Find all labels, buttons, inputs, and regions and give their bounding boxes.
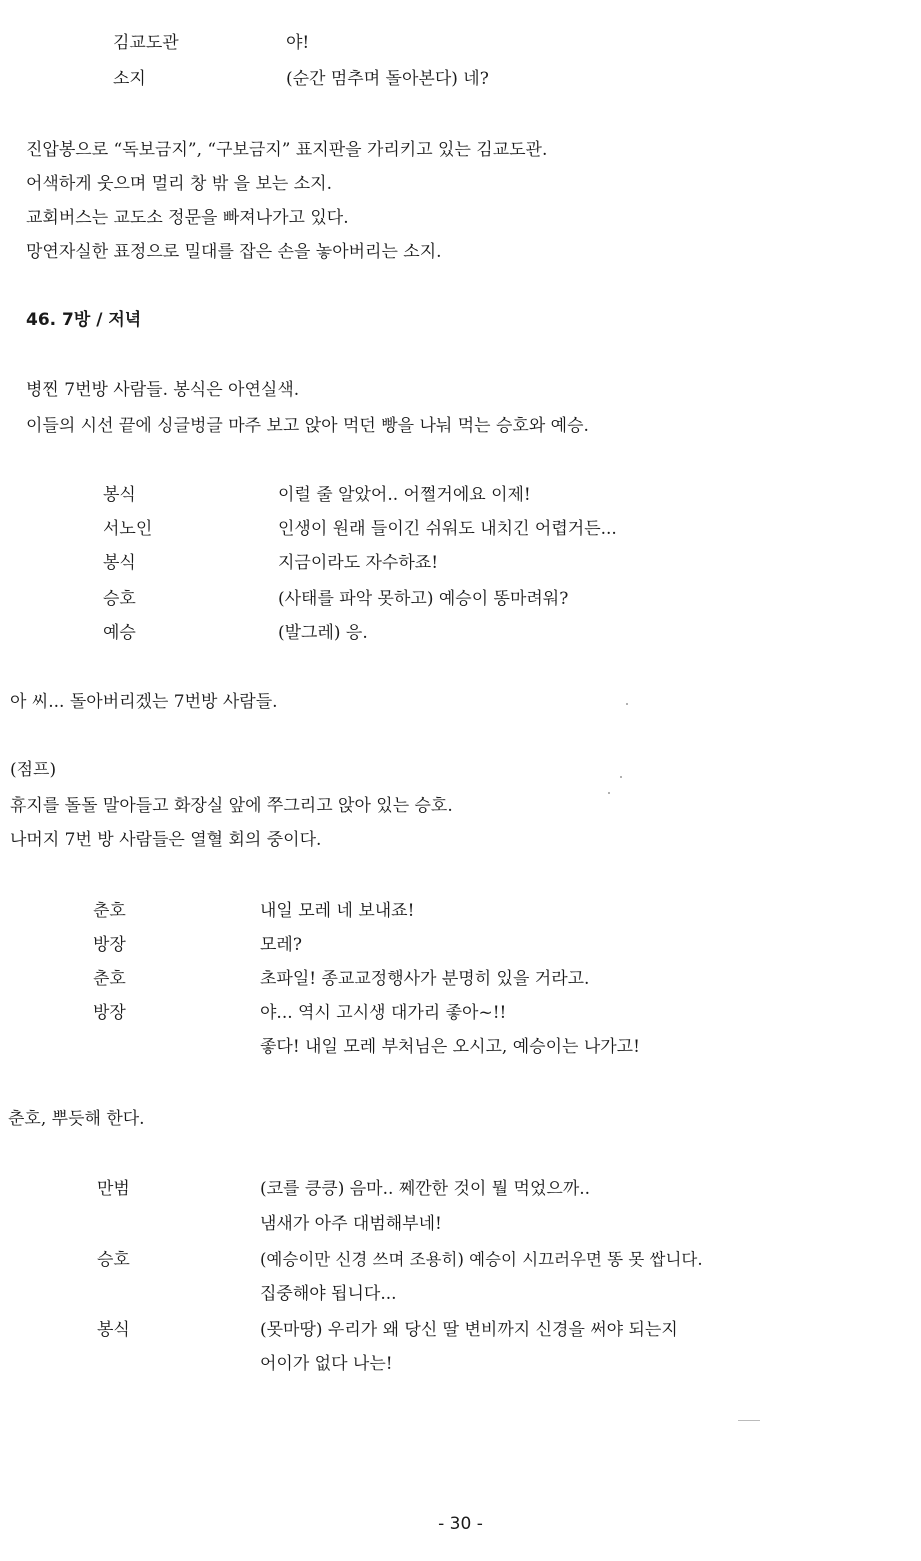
action-line: 나머지 7번 방 사람들은 열혈 회의 중이다. <box>10 830 322 850</box>
dialogue-line: 내일 모레 네 보내죠! <box>260 901 415 921</box>
speaker-name: 봉식 <box>103 553 136 573</box>
dialogue-row <box>0 478 921 512</box>
action-line: 교회버스는 교도소 정문을 빠져나가고 있다. <box>26 208 349 228</box>
page-number: - 30 - <box>438 1514 483 1534</box>
dialogue-line: (코를 킁킁) 음마.. 쩨깐한 것이 뭘 먹었으까.. <box>260 1179 591 1199</box>
scan-speck <box>626 703 628 705</box>
speaker-name: 승호 <box>97 1250 130 1270</box>
dialogue-line: (사태를 파악 못하고) 예승이 똥마려워? <box>278 589 569 609</box>
speaker-name: 봉식 <box>103 485 136 505</box>
dialogue-line: (순간 멈추며 돌아본다) 네? <box>286 69 489 89</box>
action-line: 이들의 시선 끝에 싱글벙글 마주 보고 앉아 먹던 빵을 나눠 먹는 승호와 예승. <box>26 416 589 436</box>
dialogue-row <box>0 1172 921 1206</box>
dialogue-line: 이럴 줄 알았어.. 어쩔거에요 이제! <box>278 485 531 505</box>
speaker-name: 춘호 <box>93 901 126 921</box>
action-line: 휴지를 돌돌 말아들고 화장실 앞에 쭈그리고 앉아 있는 승호. <box>10 796 453 816</box>
speaker-name: 만범 <box>97 1179 130 1199</box>
speaker-name: 춘호 <box>93 969 126 989</box>
speaker-name: 승호 <box>103 589 136 609</box>
dialogue-line: 냄새가 아주 대범해부네! <box>260 1214 442 1234</box>
action-line: 망연자실한 표정으로 밀대를 잡은 손을 놓아버리는 소지. <box>26 242 442 262</box>
dialogue-line: 어이가 없다 나는! <box>260 1354 393 1374</box>
dialogue-line: 모레? <box>260 935 302 955</box>
speaker-name: 방장 <box>93 1003 126 1023</box>
action-line: 진압봉으로 “독보금지”, “구보금지” 표지판을 가리키고 있는 김교도관. <box>26 140 548 160</box>
speaker-name: 예승 <box>103 623 136 643</box>
dialogue-row <box>0 26 921 60</box>
dialogue-line: (예승이만 신경 쓰며 조용히) 예승이 시끄러우면 똥 못 쌉니다. <box>260 1250 703 1269</box>
dialogue-row <box>0 1277 921 1311</box>
action-line: 어색하게 웃으며 멀리 창 밖 을 보는 소지. <box>26 174 332 194</box>
dialogue-line: 집중해야 됩니다... <box>260 1284 397 1304</box>
scan-speck <box>738 1420 760 1421</box>
dialogue-row <box>0 582 921 616</box>
action-line: (점프) <box>10 760 57 780</box>
dialogue-row <box>0 1313 921 1347</box>
dialogue-line: (발그레) 응. <box>278 623 368 643</box>
dialogue-line: 초파일! 종교교정행사가 분명히 있을 거라고. <box>260 969 590 989</box>
dialogue-row <box>0 62 921 96</box>
dialogue-line: 지금이라도 자수하죠! <box>278 553 439 573</box>
scan-speck <box>620 776 622 778</box>
speaker-name: 방장 <box>93 935 126 955</box>
dialogue-row <box>0 546 921 580</box>
dialogue-row <box>0 928 921 962</box>
scan-speck <box>608 792 610 794</box>
dialogue-row <box>0 1030 921 1064</box>
dialogue-line: 야... 역시 고시생 대가리 좋아~!! <box>260 1003 507 1023</box>
action-line: 병찐 7번방 사람들. 봉식은 아연실색. <box>26 380 300 400</box>
dialogue-row <box>0 1207 921 1241</box>
dialogue-line: (못마땅) 우리가 왜 당신 딸 변비까지 신경을 써야 되는지 <box>260 1320 678 1340</box>
speaker-name: 서노인 <box>103 519 153 539</box>
dialogue-row <box>0 962 921 996</box>
action-line: 아 씨... 돌아버리겠는 7번방 사람들. <box>10 692 278 712</box>
dialogue-row <box>0 1243 921 1277</box>
dialogue-line: 인생이 원래 들이긴 쉬워도 내치긴 어렵거든... <box>278 519 617 539</box>
speaker-name: 소지 <box>113 69 146 89</box>
scene-heading: 46. 7방 / 저녁 <box>26 310 142 330</box>
dialogue-row <box>0 996 921 1030</box>
dialogue-row <box>0 512 921 546</box>
dialogue-line: 좋다! 내일 모레 부처님은 오시고, 예승이는 나가고! <box>260 1037 640 1057</box>
dialogue-line: 야! <box>286 33 310 53</box>
speaker-name: 봉식 <box>97 1320 130 1340</box>
dialogue-row <box>0 616 921 650</box>
dialogue-row <box>0 894 921 928</box>
speaker-name: 김교도관 <box>113 33 179 53</box>
dialogue-row <box>0 1347 921 1381</box>
action-line: 춘호, 뿌듯해 한다. <box>8 1109 145 1129</box>
